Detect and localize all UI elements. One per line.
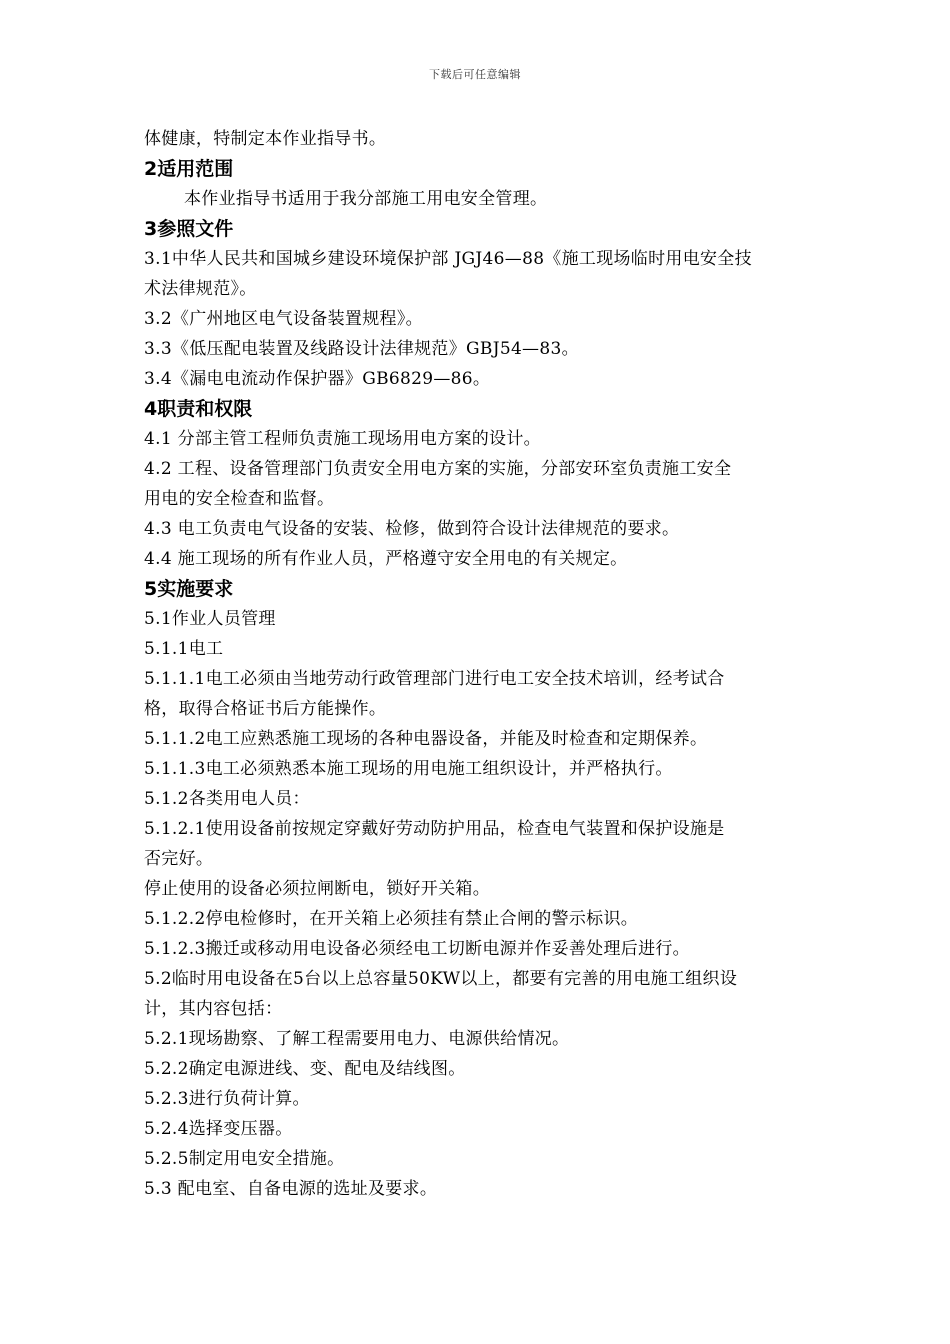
body-text-line: 5.1作业人员管理 — [144, 609, 276, 629]
body-text-line: 5.1.2.2停电检修时，在开关箱上必须挂有禁止合闸的警示标识。 — [144, 909, 639, 929]
section-heading: 5实施要求 — [144, 578, 234, 600]
body-text-line: 5.2.1现场勘察、了解工程需要用电力、电源供给情况。 — [144, 1029, 570, 1049]
body-text-line: 本作业指导书适用于我分部施工用电安全管理。 — [184, 189, 548, 209]
body-text-line: 4.1 分部主管工程师负责施工现场用电方案的设计。 — [144, 429, 541, 449]
body-text-line: 4.2 工程、设备管理部门负责安全用电方案的实施，分部安环室负责施工安全 — [144, 459, 732, 479]
section-heading: 2适用范围 — [144, 158, 234, 180]
body-text-line: 停止使用的设备必须拉闸断电，锁好开关箱。 — [144, 879, 490, 899]
body-text-line: 否完好。 — [144, 849, 214, 869]
body-text-line: 5.1.2.3搬迁或移动用电设备必须经电工切断电源并作妥善处理后进行。 — [144, 939, 690, 959]
page-header: 下载后可任意编辑 — [429, 68, 521, 81]
section-heading: 3参照文件 — [144, 218, 234, 240]
body-text-line: 计，其内容包括： — [144, 999, 283, 1019]
body-text-line: 术法律规范》。 — [144, 279, 257, 299]
body-text-line: 格，取得合格证书后方能操作。 — [144, 699, 387, 719]
body-text-line: 3.3《低压配电装置及线路设计法律规范》GBJ54—83。 — [144, 339, 579, 359]
body-text-line: 4.3 电工负责电气设备的安装、检修，做到符合设计法律规范的要求。 — [144, 519, 680, 539]
body-text-line: 体健康，特制定本作业指导书。 — [144, 129, 387, 149]
body-text-line: 用电的安全检查和监督。 — [144, 489, 335, 509]
body-text-line: 5.1.1.1电工必须由当地劳动行政管理部门进行电工安全技术培训，经考试合 — [144, 669, 725, 689]
body-text-line: 3.1中华人民共和国城乡建设环境保护部 JGJ46—88《施工现场临时用电安全技 — [144, 249, 752, 269]
document-body — [144, 124, 814, 1204]
body-text-line: 5.1.1.3电工必须熟悉本施工现场的用电施工组织设计，并严格执行。 — [144, 759, 673, 779]
body-text-line: 5.2.5制定用电安全措施。 — [144, 1149, 345, 1169]
body-text-line: 5.1.2各类用电人员： — [144, 789, 310, 809]
body-text-line: 5.1.1.2电工应熟悉施工现场的各种电器设备，并能及时检查和定期保养。 — [144, 729, 708, 749]
body-text-line: 3.2《广州地区电气设备装置规程》。 — [144, 309, 423, 329]
section-heading: 4职责和权限 — [144, 398, 253, 420]
body-text-line: 4.4 施工现场的所有作业人员，严格遵守安全用电的有关规定。 — [144, 549, 628, 569]
body-text-line: 5.2.2确定电源进线、变、配电及结线图。 — [144, 1059, 466, 1079]
body-text-line: 5.2.3进行负荷计算。 — [144, 1089, 310, 1109]
body-text-line: 5.3 配电室、自备电源的选址及要求。 — [144, 1179, 438, 1199]
body-text-line: 5.2临时用电设备在5台以上总容量50KW以上，都要有完善的用电施工组织设 — [144, 969, 738, 989]
body-text-line: 5.1.2.1使用设备前按规定穿戴好劳动防护用品，检查电气装置和保护设施是 — [144, 819, 725, 839]
body-text-line: 5.1.1电工 — [144, 639, 224, 659]
body-text-line: 3.4《漏电电流动作保护器》GB6829—86。 — [144, 369, 491, 389]
body-text-line: 5.2.4选择变压器。 — [144, 1119, 293, 1139]
